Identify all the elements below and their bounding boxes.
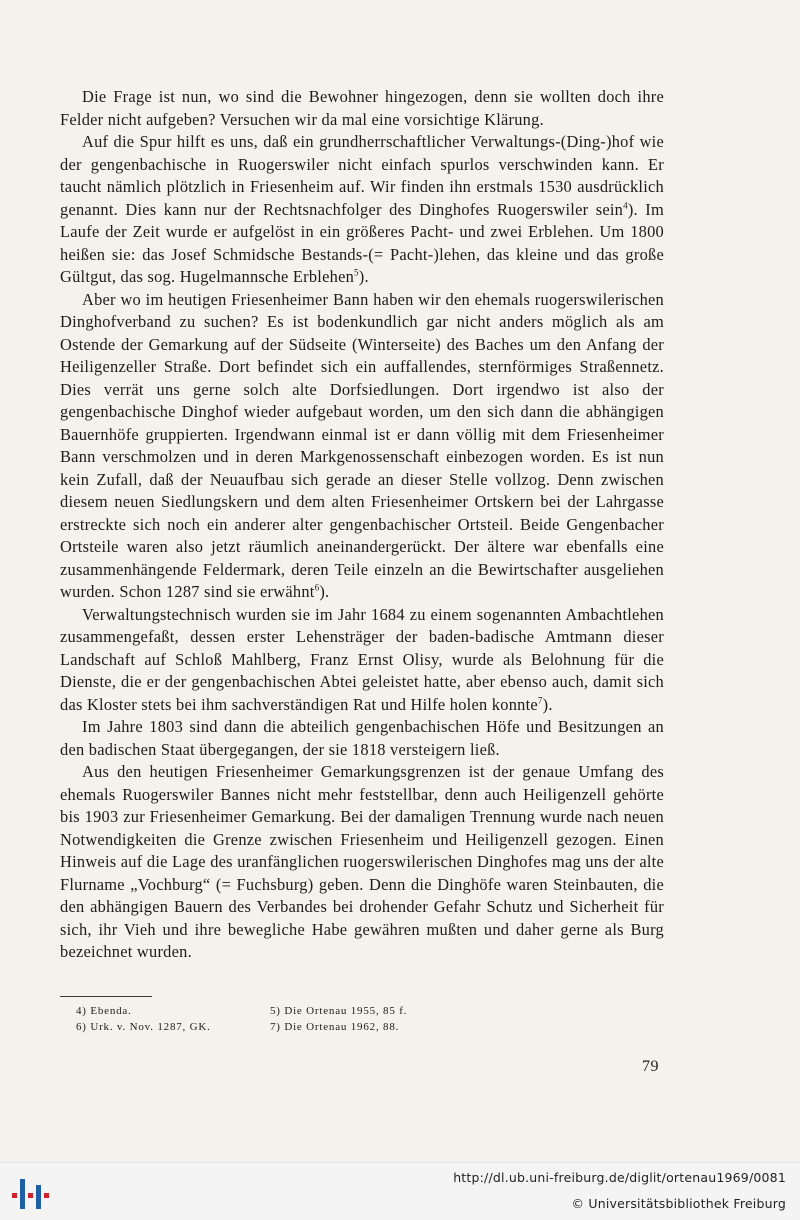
paragraph-6: [60, 761, 664, 964]
paragraph-text: Auf die Spur hilft es uns, daß ein grundherrschaftlicher Verwaltungs-(Ding-)hof wie der gengenbachische in Ruogerswiler nicht einfach spurlos verschwinden kann. Er taucht nämlich plötzlich in Friesenheim auf. Wir finden ihn erstmals 1530 ausdrücklich genannt. Dies kann nur der Rechtsnachfolger des Dinghofes Ruogerswiler sein: [60, 132, 664, 219]
permalink-url[interactable]: http://dl.ub.uni-freiburg.de/diglit/ortenau1969/0081: [453, 1170, 786, 1185]
footnote-mark: 7): [270, 1021, 281, 1033]
library-footer: [0, 1162, 800, 1220]
paragraph-text-end: ).: [319, 582, 330, 601]
footnote-row: [76, 1003, 496, 1019]
paragraph-2: [60, 131, 664, 289]
paragraph-text: Aber wo im heutigen Friesenheimer Bann haben wir den ehemals ruogerswilerischen Dinghofverband zu suchen? Es ist bodenkundlich gar nicht anders möglich als am Ostende der Gemarkung auf der Südseite (Winterseite) des Baches um den Anfang der Heiligenzeller Straße. Dort befindet sich ein auffallendes, sternförmiges Straßennetz. Dies verrät uns gerne solch alte Dorfsiedlungen. Dort irgendwo ist also der gengenbachische Dinghof wieder aufgebaut worden, um den sich dann die abhängigen Bauernhöfe gruppierten. Irgendwann einmal ist er dann völlig mit dem Friesenheimer Bann verschmolzen und in deren Markgenossenschaft einbezogen worden. Es ist nun kein Zufall, daß der Neuaufbau sich gerade an dieser Stelle vollzog. Denn zwischen diesem neuen Siedlungskern und dem alten Friesenheimer Ortskern bei der Lahrgasse erstreckte sich noch ein anderer alter gengenbachischer Ortsteil. Beide Gengenbacher Ortsteile waren also jetzt räumlich aneinandergerückt. Der ältere war ebenfalls eine zusammenhängende Feldermark, deren Teile einzeln an die Bewirtschafter ausgeliehen wurden. Schon 1287 sind sie erwähnt: [60, 289, 664, 601]
article-body: [60, 86, 664, 964]
page-number: 79: [642, 1058, 659, 1075]
paragraph-text: Verwaltungstechnisch wurden sie im Jahr 1684 zu einem sogenannten Ambachtlehen zusammengefaßt, dessen erster Lehensträger der baden-badische Amtmann dieser Landschaft auf Schloß Mahlberg, Franz Ernst Olisy, wurde als Belohnung für die Dienste, die er der gengenbachischen Abtei geleistet hatte, aber ebenso auch, damit sich das Kloster stets bei ihm sachverständigen Rat und Hilfe holen konnte: [60, 604, 664, 714]
paragraph-text: Aus den heutigen Friesenheimer Gemarkungsgrenzen ist der genaue Umfang des ehemals Ruogerswiler Bannes nicht mehr feststellbar, denn auch Heiligenzell gehörte bis 1903 zur Friesenheimer Gemarkung. Bei der damaligen Trennung wurde nach neuen Notwendigkeiten die Grenze zwischen Friesenheim und Heiligenzell gezogen. Einen Hinweis auf die Lage des uranfänglichen ruogerswilerischen Dinghofes mag uns der alte Flurname „Vochburg“ (= Fuchsburg) geben. Denn die Dinghöfe waren Steinbauten, die den abhängigen Bauern des Verbandes bei drohender Gefahr Schutz und Sicherheit für sich, ihr Vieh und ihre bewegliche Habe gewähren mußten und daher gerne als Burg bezeichnet wurden.: [60, 762, 664, 961]
paragraph-text-end: ).: [358, 267, 369, 286]
footnote-ref-4: 4: [623, 200, 628, 211]
footnote-ref-7: 7: [537, 695, 543, 706]
footnote-divider: [60, 996, 152, 997]
paragraph-3: [60, 289, 664, 604]
footnote-mark: 4): [76, 1005, 87, 1017]
footnote-text: Die Ortenau 1955, 85 f.: [284, 1005, 408, 1017]
ub-freiburg-logo-icon[interactable]: [8, 1171, 52, 1215]
footnote-ref-5: 5: [354, 267, 359, 278]
footnote-7: [270, 1019, 464, 1035]
copyright-notice: © Universitätsbibliothek Freiburg: [571, 1196, 786, 1211]
footnote-text: Die Ortenau 1962, 88.: [284, 1021, 400, 1033]
paragraph-text: Die Frage ist nun, wo sind die Bewohner hingezogen, denn sie wollten doch ihre Felder nicht aufgeben? Versuchen wir da mal eine vorsichtige Klärung.: [60, 87, 664, 129]
footnote-4: [76, 1003, 270, 1019]
footnote-row: [76, 1019, 496, 1035]
footnote-ref-6: 6: [314, 582, 320, 593]
footnotes: [76, 1003, 496, 1035]
paragraph-text-end: ).: [542, 694, 553, 714]
paragraph-1: [60, 86, 664, 131]
paragraph-5: [60, 716, 664, 761]
footnote-text: Urk. v. Nov. 1287, GK.: [90, 1021, 211, 1033]
footnote-mark: 5): [270, 1005, 281, 1017]
paragraph-4: [60, 604, 664, 717]
paragraph-text: Im Jahre 1803 sind dann die abteilich gengenbachischen Höfe und Besitzungen an den badischen Staat übergegangen, der sie 1818 versteigern ließ.: [60, 717, 664, 759]
footnote-5: [270, 1003, 464, 1019]
footnote-mark: 6): [76, 1021, 87, 1033]
footnote-6: [76, 1019, 270, 1035]
paragraph-text-continued: ). Im Laufe der Zeit wurde er aufgelöst in ein größeres Pacht- und zwei Erblehen. Um 1800 heißen sie: das Josef Schmidsche Bestands-(= Pacht-)lehen, das kleine und das große Gültgut, das sog. Hugelmannsche Erblehen: [60, 199, 664, 286]
footnote-text: Ebenda.: [90, 1005, 132, 1017]
